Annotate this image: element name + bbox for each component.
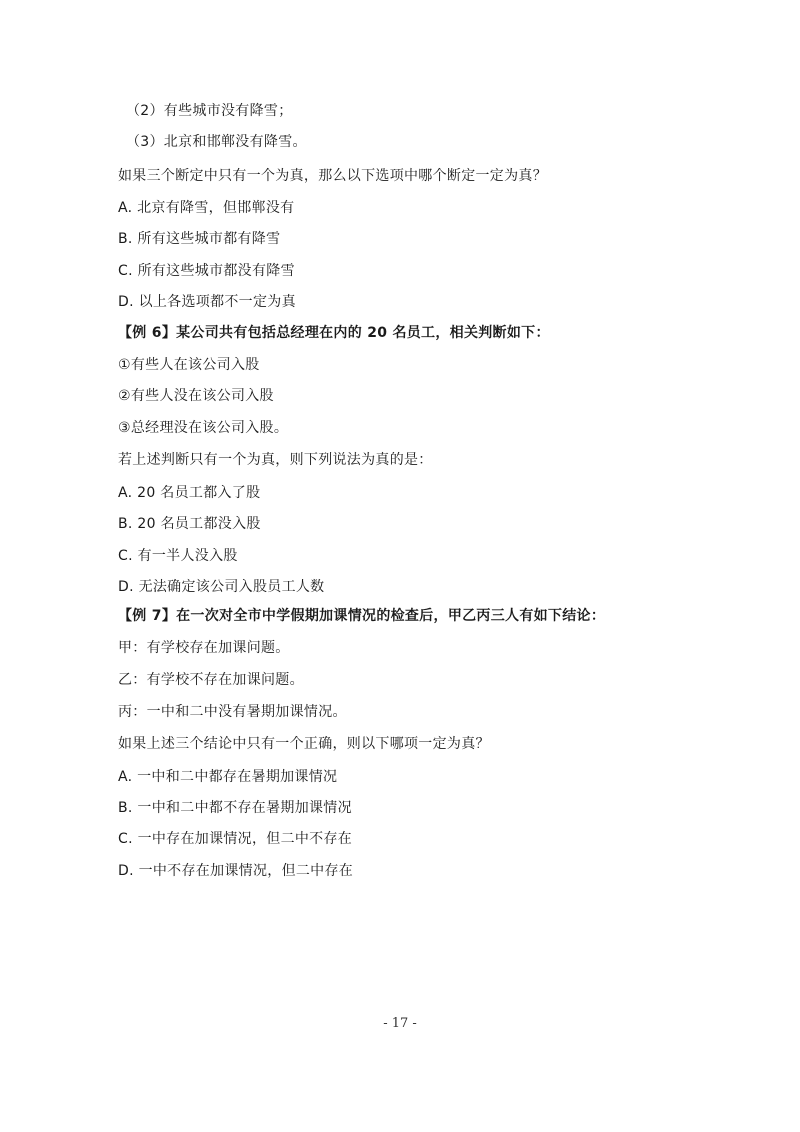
option-d-2: D. 无法确定该公司入股员工人数 <box>118 579 325 595</box>
conclusion-yi: 乙：有学校不存在加课问题。 <box>118 672 304 688</box>
premise-3: （3）北京和邯郸没有降雪。 <box>126 134 307 150</box>
conclusion-jia: 甲：有学校存在加课问题。 <box>118 640 290 656</box>
option-c-2: C. 有一半人没入股 <box>118 548 238 564</box>
option-d: D. 以上各选项都不一定为真 <box>118 294 296 310</box>
question-stem: 如果三个断定中只有一个为真，那么以下选项中哪个断定一定为真？ <box>118 168 547 184</box>
option-a-3: A. 一中和二中都存在暑期加课情况 <box>118 769 338 785</box>
option-a-2: A. 20 名员工都入了股 <box>118 485 261 501</box>
question-stem-2: 若上述判断只有一个为真，则下列说法为真的是： <box>118 452 433 468</box>
statement-3: ③总经理没在该公司入股。 <box>118 420 289 436</box>
option-b: B. 所有这些城市都有降雪 <box>118 231 281 247</box>
option-b-2: B. 20 名员工都没入股 <box>118 516 261 532</box>
option-c-3: C. 一中存在加课情况，但二中不存在 <box>118 831 353 847</box>
premise-2: （2）有些城市没有降雪； <box>126 103 293 119</box>
option-c: C. 所有这些城市都没有降雪 <box>118 263 295 279</box>
example-6-heading: 【例 6】某公司共有包括总经理在内的 20 名员工，相关判断如下： <box>118 325 550 341</box>
page-number: - 17 - <box>383 1016 417 1031</box>
example-7-heading: 【例 7】在一次对全市中学假期加课情况的检查后，甲乙丙三人有如下结论： <box>118 608 606 624</box>
option-a: A. 北京有降雪，但邯郸没有 <box>118 200 295 216</box>
statement-1: ①有些人在该公司入股 <box>118 357 260 373</box>
statement-2: ②有些人没在该公司入股 <box>118 388 274 404</box>
question-stem-3: 如果上述三个结论中只有一个正确，则以下哪项一定为真？ <box>118 736 490 752</box>
option-b-3: B. 一中和二中都不存在暑期加课情况 <box>118 800 352 816</box>
option-d-3: D. 一中不存在加课情况，但二中存在 <box>118 863 354 879</box>
conclusion-bing: 丙：一中和二中没有暑期加课情况。 <box>118 704 347 720</box>
